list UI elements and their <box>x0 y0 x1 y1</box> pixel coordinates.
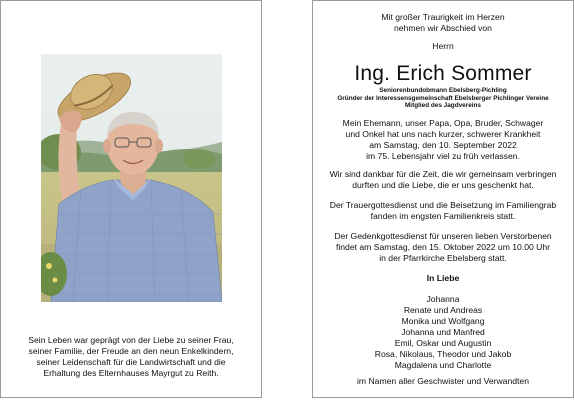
mourner: Johanna und Manfred <box>401 327 485 337</box>
mourner: Johanna <box>426 294 460 304</box>
intro-line: Mit großer Traurigkeit im Herzen <box>381 12 505 22</box>
mourner: Emil, Oskar und Augustin <box>394 338 492 348</box>
announcement-paragraph: Mein Ehemann, unser Papa, Opa, Bruder, Schwager und Onkel hat uns nach kurzer, schwerer Krankheit am Samstag, den 10. September 2022 im 75. Lebensjahr viel zu früh verlassen. <box>342 118 544 161</box>
title-line: Seniorenbundobmann Ebelsberg-Pichling <box>379 87 507 94</box>
title-line: Mitglied des Jagdvereins <box>404 102 481 110</box>
mourner: Renate und Andreas <box>403 305 483 315</box>
deceased-titles <box>313 87 573 110</box>
legacy-line: Sein Leben war geprägt von der Liebe zu seiner Frau, <box>28 335 234 345</box>
closing-in-liebe: In Liebe <box>426 273 460 283</box>
right-card <box>312 0 574 398</box>
funeral-paragraph: Der Trauergottesdienst und die Beisetzung im Familiengrab fanden im engsten Familienkreis statt. <box>329 200 557 221</box>
legacy-text <box>7 335 255 379</box>
portrait-illustration <box>41 54 222 302</box>
title-line: Gründer der Interessensgemeinschaft Ebelsberger Pichlinger Vereine <box>337 94 549 102</box>
mourners-list <box>313 294 573 371</box>
mourner: Monika und Wolfgang <box>401 316 485 326</box>
portrait-photo <box>41 54 222 302</box>
intro-text <box>313 12 573 34</box>
intro-line: nehmen wir Abschied von <box>394 23 492 33</box>
mourner: Rosa, Nikolaus, Theodor und Jakob <box>374 349 512 359</box>
gratitude-paragraph: Wir sind dankbar für die Zeit, die wir gemeinsam verbringen durften und die Liebe, die er uns geschenkt hat. <box>329 169 557 190</box>
footer-text: im Namen aller Geschwister und Verwandten <box>357 376 529 386</box>
left-card <box>0 0 262 398</box>
legacy-line: Erhaltung des Elternhauses Mayrgut zu Reith. <box>43 368 219 378</box>
salutation: Herrn <box>432 41 454 51</box>
memorial-paragraph: Der Gedenkgottesdienst für unseren lieben Verstorbenen findet am Samstag, den 15. Oktober 2022 um 10.00 Uhr in der Pfarrkirche Ebelsberg statt. <box>334 231 552 263</box>
legacy-line: seiner Leidenschaft für die Landwirtschaft und die <box>36 357 226 367</box>
legacy-line: seiner Familie, der Freude an den neun Enkelkindern, <box>28 346 234 356</box>
mourner: Magdalena und Charlotte <box>394 360 492 370</box>
deceased-name: Ing. Erich Sommer <box>354 62 532 85</box>
